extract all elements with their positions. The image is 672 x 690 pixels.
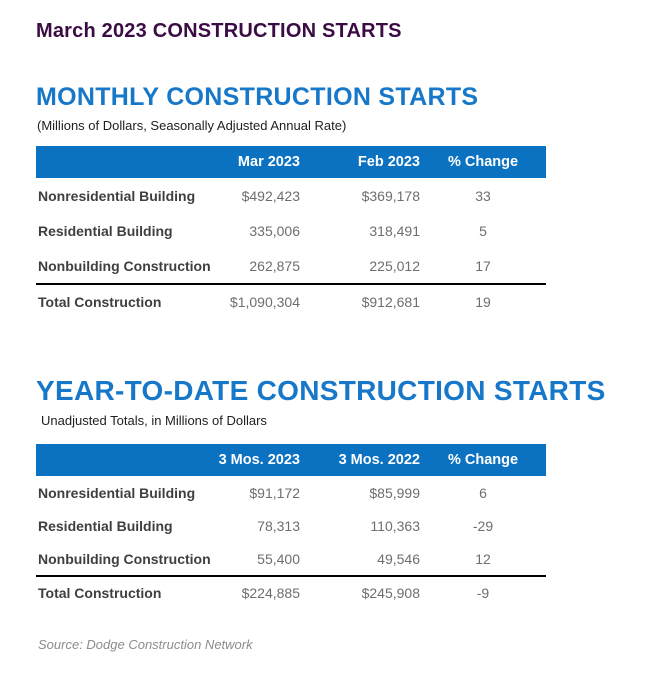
row-label: Nonbuilding Construction [38, 257, 211, 274]
value-cell: 49,546 [377, 550, 420, 567]
column-header-change: % Change [447, 154, 519, 170]
value-cell: 262,875 [249, 257, 300, 274]
report-title: March 2023 CONSTRUCTION STARTS [36, 20, 402, 42]
table-row [36, 213, 546, 248]
column-header-change: % Change [447, 452, 519, 468]
column-header-current: Mar 2023 [237, 154, 300, 170]
value-cell: $91,172 [249, 484, 300, 501]
total-row [36, 283, 546, 318]
ytd-table-header-row [36, 444, 546, 476]
row-label: Residential Building [38, 222, 173, 239]
pct-change-cell: 17 [475, 257, 491, 274]
row-label: Total Construction [38, 293, 162, 310]
row-label: Residential Building [38, 517, 173, 534]
table-row [36, 509, 546, 542]
column-header-previous: Feb 2023 [357, 154, 420, 170]
pct-change-cell: 33 [475, 187, 491, 204]
row-label: Nonresidential Building [38, 484, 196, 501]
ytd-section-heading: YEAR-TO-DATE CONSTRUCTION STARTS [36, 375, 606, 406]
value-cell: 55,400 [257, 550, 300, 567]
value-cell: $224,885 [241, 584, 300, 601]
value-cell: 225,012 [369, 257, 420, 274]
monthly-table [36, 146, 546, 318]
pct-change-cell: -9 [476, 584, 490, 601]
ytd-table [36, 444, 546, 608]
row-label: Nonresidential Building [38, 187, 196, 204]
table-row [36, 178, 546, 213]
monthly-section-heading: MONTHLY CONSTRUCTION STARTS [36, 83, 479, 111]
column-header-current: 3 Mos. 2023 [218, 452, 300, 468]
pct-change-cell: -29 [472, 517, 494, 534]
value-cell: $245,908 [361, 584, 420, 601]
table-row [36, 542, 546, 575]
row-label: Nonbuilding Construction [38, 550, 211, 567]
column-header-previous: 3 Mos. 2022 [338, 452, 420, 468]
value-cell: $492,423 [241, 187, 300, 204]
value-cell: $912,681 [361, 293, 420, 310]
pct-change-cell: 5 [479, 222, 487, 239]
pct-change-cell: 19 [475, 293, 491, 310]
pct-change-cell: 6 [479, 484, 487, 501]
table-row [36, 476, 546, 509]
pct-change-cell: 12 [475, 550, 491, 567]
monthly-section-subtitle: (Millions of Dollars, Seasonally Adjusted Annual Rate) [37, 118, 347, 133]
ytd-section-subtitle: Unadjusted Totals, in Millions of Dollars [41, 413, 267, 428]
monthly-table-header-row [36, 146, 546, 178]
value-cell: $369,178 [361, 187, 420, 204]
value-cell: 110,363 [370, 517, 420, 534]
value-cell: $1,090,304 [229, 293, 300, 310]
table-row [36, 248, 546, 283]
value-cell: 318,491 [369, 222, 420, 239]
row-label: Total Construction [38, 584, 162, 601]
total-row [36, 575, 546, 608]
value-cell: 78,313 [257, 517, 300, 534]
source-note: Source: Dodge Construction Network [38, 637, 253, 652]
value-cell: $85,999 [369, 484, 420, 501]
value-cell: 335,006 [249, 222, 300, 239]
